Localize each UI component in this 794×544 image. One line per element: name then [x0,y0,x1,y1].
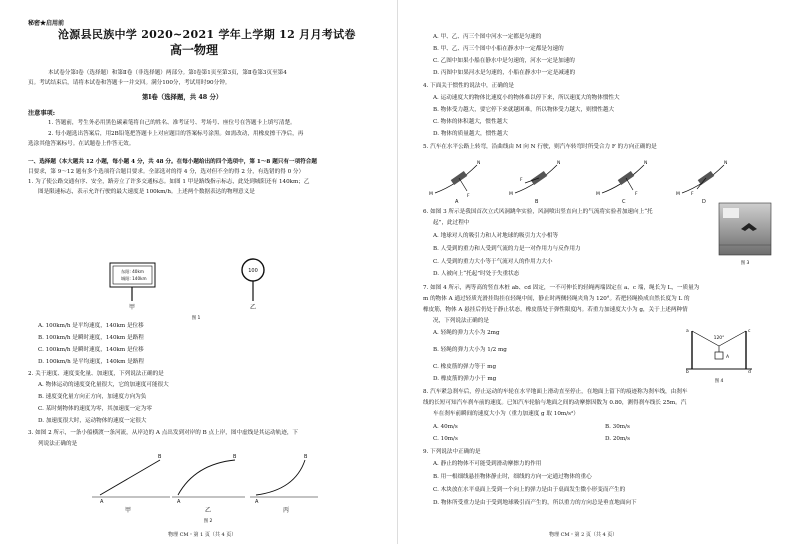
q7-line-1: 7. 如图 4 所示，两等高的竖直木桩 ab、cd 固定，一不可伸长的轻绳两端固定在 a、c 端，绳长为 L，一质量为 [423,285,700,291]
route-sign [110,263,155,287]
q2-option-c: C. 某时刻物体的速度为零，其加速度一定为零 [38,406,152,412]
right-page [397,0,794,544]
label-a: a [686,329,689,334]
fig3-caption: 图 3 [740,261,750,266]
fig2-caption: 图 2 [203,519,213,524]
q4-option-a: A. 运动速度大的物体比速度小的物体难以停下来，所以速度大的物体惯性大 [433,95,620,101]
fig2-label-yi: 乙 [204,507,212,514]
q5a-n: N [477,161,481,166]
q4-option-b: B. 物体受力越大，要它停下来就越困难，所以物体受力越大，则惯性越大 [433,107,615,113]
notes-line-2: 2. 每小题选出答案后，用2B铅笔把答题卡上对应题目的答案标号涂黑。如需改动，用橡皮擦干净后，再 [48,131,304,137]
figure-1 [0,195,397,321]
q7-option-a: A. 轻绳的弹力大小为 2mg [433,330,500,336]
q5-label-d: D [702,199,706,205]
q1-option-b: B. 100km/h 是瞬时速度，140km 是路程 [38,335,144,341]
q1-line-1: 1. 为了使公路交通有序、安全，路旁立了许多交通标志。如图 1 甲是路线指示标志，此处到城阳还有 140km；乙 [28,179,310,185]
q1-option-a: A. 100km/h 是平均速度，140km 是位移 [38,323,144,329]
q7-line-3: 橡皮筋，物体 A 悬挂后仍处于静止状态，橡皮筋处于弹性限度内。若重力加速度大小为 g，关于上述两种情 [423,307,688,313]
label-b: b [686,370,689,375]
q6-option-a: A. 地球对人的吸引力和人对地球的吸引力大小相等 [433,233,559,239]
secret-label: 秘密★启用前 [28,20,65,27]
mass-a [715,352,723,359]
path-bing [256,460,305,495]
footer-right: 物理 CM・第 2 页（共 4 页） [549,532,618,538]
footer-left: 物理 CM・第 1 页（共 4 页） [168,532,237,538]
figure-4 [682,325,762,385]
q4-option-c: C. 物体的体积越大，惯性越大 [433,119,508,125]
fig1-label-jia: 甲 [128,304,136,311]
q5a-f: F [467,194,470,199]
q8-option-c: C. 10m/s [433,436,458,442]
q8-option-d: D. 20m/s [605,436,631,442]
q7-option-b: B. 轻绳的弹力大小为 1/2 mg [433,347,507,353]
exam-title: 沧源县民族中学 2020~2021 学年上学期 12 月月考试卷 [58,28,356,41]
q5d-n: N [724,161,728,166]
fig1-label-yi: 乙 [249,304,257,311]
q9-option-c: C. 木块放在水平桌面上受到一个向上的弹力是由于桌面发生微小形变而产生的 [433,487,626,493]
route-sign-line-2: 城阳: 140km [121,276,147,281]
q9-stem: 9. 下列说法中正确的是 [423,449,481,455]
q2-stem: 2. 关于速度、速度变化量、加速度，下列说法正确的是 [28,371,164,377]
q1-option-d: D. 100km/h 是平均速度，140km 是路程 [38,359,144,365]
q7-line-4: 况，下列说法正确的是 [433,318,489,324]
q8-line-1: 8. 汽车紧急刹车后，停止运动的车轮在水平地面上滑动直至停止，在地面上留下的痕迹称为刹车线，由刹车 [423,389,688,395]
photo-window [723,208,739,218]
q4-option-d: D. 物体的质量越大，惯性越大 [433,131,508,137]
section1-line-1: 一、选择题（本大题共 12 小题，每小题 4 分，共 48 分。在每小题给出的四个选项中，第 1～8 题只有一项符合题 [28,159,317,165]
figure-3 [719,203,779,265]
q5c-n: N [644,161,648,166]
q6-option-d: D. 人被向上“托起”时处于失重状态 [433,271,520,277]
q5-label-c: C [622,199,626,205]
q3-option-c: C. 乙图中如果小船在静水中是匀速的，河水一定是加速的 [433,58,575,64]
part1-title: 第Ⅰ卷（选择题，共 48 分） [142,93,223,101]
section1-line-2: 目要求，第 9～12 题有多个选项符合题目要求。全部选对的得 4 分，选对但不全的得 2 分，有选错的得 0 分） [28,169,305,175]
intro-line-1: 本试卷分第Ⅰ卷（选择题）和第Ⅱ卷（非选择题）两部分。第Ⅰ卷第1页至第3页，第Ⅱ卷第3页至第4 [48,70,287,76]
q5b-f: F [520,178,523,183]
q1-line-2: 图是限速标志，表示允许行驶的最大速度是 100km/h。上述两个数据表达的物理意义是 [38,189,255,195]
q7-option-d: D. 橡皮筋的弹力小于 mg [433,376,497,382]
label-mass: A [726,355,730,360]
notes-title: 注意事项: [28,110,56,117]
bing-point-b: B [304,454,308,460]
fig2-label-jia: 甲 [124,507,132,514]
q5-stem: 5. 汽车在水平公路上转弯，沿曲线由 M 向 N 行驶，则汽车转弯时所受合力 F 的方向正确的是 [423,144,657,150]
jia-point-b: B [158,454,162,460]
q9-option-b: B. 用一根细线悬挂物体静止时，细线的方向一定通过物体的重心 [433,474,592,480]
q5a-force [459,178,467,191]
q9-option-a: A. 静止的物体不可能受到滑动摩擦力的作用 [433,461,542,467]
q5-label-b: B [535,199,539,205]
q9-option-d: D. 物体所受重力是由于受到地球吸引而产生的，所以重力的方向总是垂直地面向下 [433,500,637,506]
q5c-f: F [635,192,638,197]
q5-label-a: A [455,199,459,205]
path-jia [100,460,160,495]
q8-line-3: 车在刹车前瞬间的速度大小为（重力加速度 g 取 10m/s²） [433,411,579,417]
fig2-label-bing: 丙 [282,507,290,514]
q5c-force [626,178,633,190]
q2-option-b: B. 速度变化量方向正方向，加速度方向为负 [38,394,147,400]
q5a-m: M [429,192,433,197]
fig4-caption: 图 4 [714,379,724,384]
q6-line-2: 起”，此过程中 [433,220,470,226]
speed-limit-value: 100 [248,268,258,274]
q3-option-a: A. 甲、乙、丙三个图中河水一定都是匀速的 [433,34,542,40]
q8-line-2: 线的长短可知汽车刹车前的速度。已知汽车轮胎与地面之间的动摩擦因数为 0.80，测得刹车线长 25m。汽 [423,400,687,406]
label-c: c [748,329,751,334]
q2-option-a: A. 物体运动的速度变化量很大，它的加速度可能很大 [38,382,169,388]
bing-point-a: A [255,499,259,505]
q6-line-1: 6. 如图 3 所示是我国首次立式风洞跳伞实验，风洞喷出竖直向上的气流将实验者加速向上“托 [423,209,653,215]
q3-line-1: 3. 如图 2 所示，一条小船横渡一条河流，从岸边的 A 点出发到对岸的 B 点上岸，图中虚线是其运动轨迹，下 [28,430,299,436]
q3-option-d: D. 丙图中如果河水是匀速的，小船在静水中一定是减速的 [433,70,576,76]
yi-point-b: B [233,454,237,460]
q2-option-d: D. 加速度很大时，运动物体的速度一定很大 [38,418,147,424]
q3-line-2: 列说法正确的是 [38,441,78,447]
q5-figure [397,155,794,205]
q1-option-c: C. 100km/h 是瞬时速度，140km 是位移 [38,347,144,353]
q8-option-a: A. 40m/s [433,424,458,430]
jia-point-a: A [100,499,104,505]
q6-option-b: B. 人受到的重力和人受到气流的力是一对作用力与反作用力 [433,246,581,252]
figure-2 [0,452,397,527]
exam-subtitle: 高一物理 [170,43,219,57]
q5c-m: M [596,192,600,197]
notes-line-1: 1. 答题前，考生务必用黑色碳素笔将自己的姓名、准考证号、考场号、座位号在答题卡上填写清楚。 [48,120,296,126]
label-d: d [748,370,751,375]
q5b-n: N [557,161,561,166]
q6-option-c: C. 人受到的重力大小等于气流对人的作用力大小 [433,259,553,265]
notes-line-3: 选涂其他答案标号。在试题卷上作答无效。 [28,141,135,147]
q7-line-2: m 的物体 A 通过轻质光滑挂钩挂在轻绳中间，静止时两侧轻绳夹角为 120°。若把轻绳换成自然长度为 L 的 [423,296,690,302]
q5d-f: F [691,192,694,197]
route-sign-line-1: 东阳: 40km [121,269,144,274]
angle-label: 120° [713,336,725,341]
q7-option-c: C. 橡皮筋的弹力等于 mg [433,364,497,370]
yi-point-a: A [177,499,181,505]
path-yi [178,460,235,495]
fig1-caption: 图 1 [191,316,201,321]
intro-line-2: 页。考试结束后，请将本试卷和答题卡一并交回。满分100分，考试用时90分钟。 [28,80,231,86]
q3-option-b: B. 甲、乙、丙三个图中小船在静水中一定都是匀速的 [433,46,564,52]
q4-stem: 4. 下面关于惯性的说法中，正确的是 [423,83,515,89]
q5d-m: M [676,192,680,197]
q8-option-b: B. 30m/s [605,424,630,430]
q5b-m: M [509,192,513,197]
